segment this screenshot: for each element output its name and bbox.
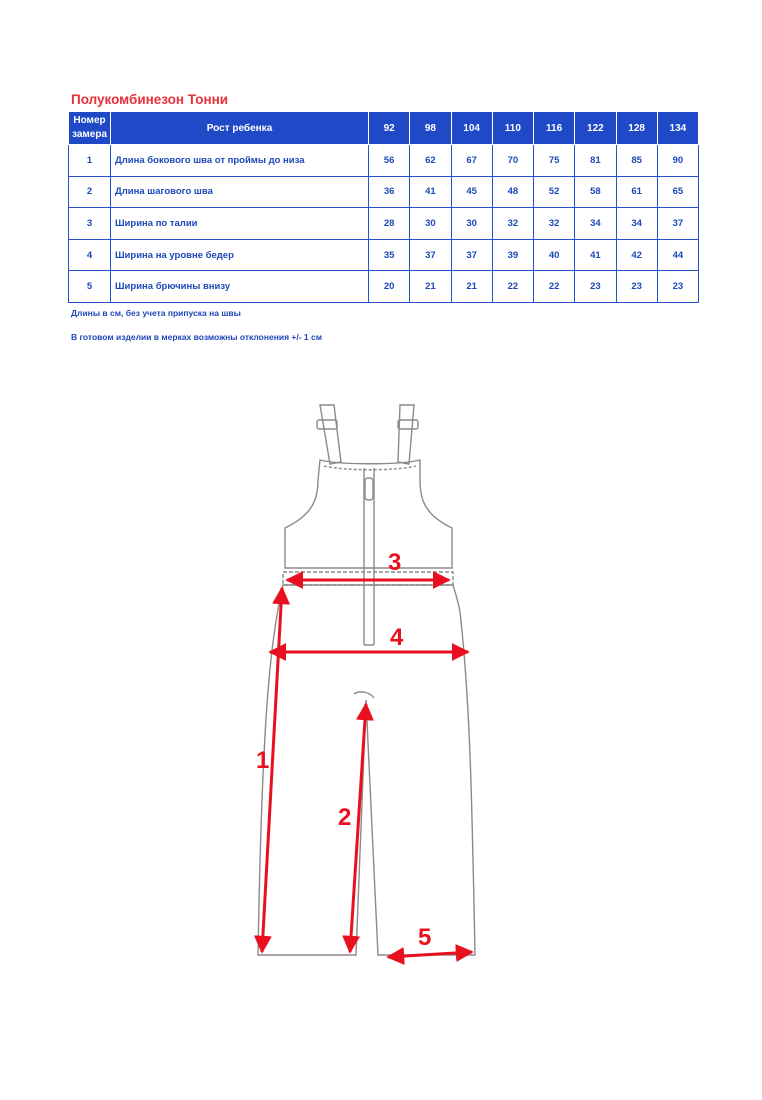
row-value: 32 [534, 208, 575, 240]
row-value: 42 [616, 239, 657, 271]
row-name: Ширина на уровне бедер [111, 239, 369, 271]
row-value: 37 [451, 239, 492, 271]
row-value: 37 [657, 208, 698, 240]
row-value: 90 [657, 145, 698, 177]
row-number: 4 [69, 239, 111, 271]
row-value: 58 [575, 176, 616, 208]
row-value: 35 [369, 239, 410, 271]
row-value: 23 [657, 271, 698, 303]
row-value: 52 [534, 176, 575, 208]
row-value: 56 [369, 145, 410, 177]
row-value: 22 [492, 271, 533, 303]
row-value: 30 [410, 208, 451, 240]
row-value: 34 [575, 208, 616, 240]
measure-label-3: 3 [388, 549, 402, 576]
row-value: 36 [369, 176, 410, 208]
row-number: 3 [69, 208, 111, 240]
row-value: 75 [534, 145, 575, 177]
row-value: 37 [410, 239, 451, 271]
zipper-pull [365, 478, 373, 500]
row-value: 22 [534, 271, 575, 303]
row-value: 41 [410, 176, 451, 208]
left-strap-buckle [317, 420, 337, 429]
row-value: 48 [492, 176, 533, 208]
row-name: Ширина по талии [111, 208, 369, 240]
note-units: Длины в см, без учета припуска на швы [71, 308, 241, 318]
row-value: 70 [492, 145, 533, 177]
page-title: Полукомбинезон Тонни [71, 92, 229, 107]
row-name: Длина шагового шва [111, 176, 369, 208]
header-num-line1: Номер [73, 115, 106, 126]
header-size: 110 [492, 112, 533, 145]
header-child-height: Рост ребенка [111, 112, 369, 145]
row-value: 65 [657, 176, 698, 208]
left-strap [320, 405, 341, 464]
row-number: 2 [69, 176, 111, 208]
row-value: 41 [575, 239, 616, 271]
note-tolerance: В готовом изделии в мерках возможны отклонения +/- 1 см [71, 332, 323, 342]
row-number: 1 [69, 145, 111, 177]
bib-outline [285, 460, 452, 568]
header-size: 104 [451, 112, 492, 145]
row-value: 28 [369, 208, 410, 240]
crotch-seam [354, 692, 374, 698]
row-value: 45 [451, 176, 492, 208]
bib-neckline [324, 466, 416, 470]
overalls-outline [258, 405, 475, 955]
measurement-lines [262, 580, 472, 957]
row-value: 81 [575, 145, 616, 177]
row-value: 20 [369, 271, 410, 303]
header-size: 122 [575, 112, 616, 145]
row-value: 40 [534, 239, 575, 271]
row-value: 23 [575, 271, 616, 303]
pants-outline [258, 585, 475, 955]
row-value: 23 [616, 271, 657, 303]
row-number: 5 [69, 271, 111, 303]
row-value: 62 [410, 145, 451, 177]
row-name: Длина бокового шва от проймы до низа [111, 145, 369, 177]
measure-label-5: 5 [418, 924, 432, 951]
measure-label-1: 1 [256, 747, 270, 774]
measure-label-4: 4 [390, 624, 404, 651]
measure-label-2: 2 [338, 804, 352, 831]
right-strap-buckle [398, 420, 418, 429]
row-value: 44 [657, 239, 698, 271]
row-value: 30 [451, 208, 492, 240]
row-value: 32 [492, 208, 533, 240]
header-size: 98 [410, 112, 451, 145]
header-num-line2: замера [71, 129, 108, 140]
row-value: 67 [451, 145, 492, 177]
right-strap [398, 405, 414, 464]
row-name: Ширина брючины внизу [111, 271, 369, 303]
header-size: 116 [534, 112, 575, 145]
header-size: 92 [369, 112, 410, 145]
row-value: 85 [616, 145, 657, 177]
row-value: 21 [451, 271, 492, 303]
header-size: 128 [616, 112, 657, 145]
row-value: 34 [616, 208, 657, 240]
row-value: 61 [616, 176, 657, 208]
row-value: 21 [410, 271, 451, 303]
header-size: 134 [657, 112, 698, 145]
row-value: 39 [492, 239, 533, 271]
